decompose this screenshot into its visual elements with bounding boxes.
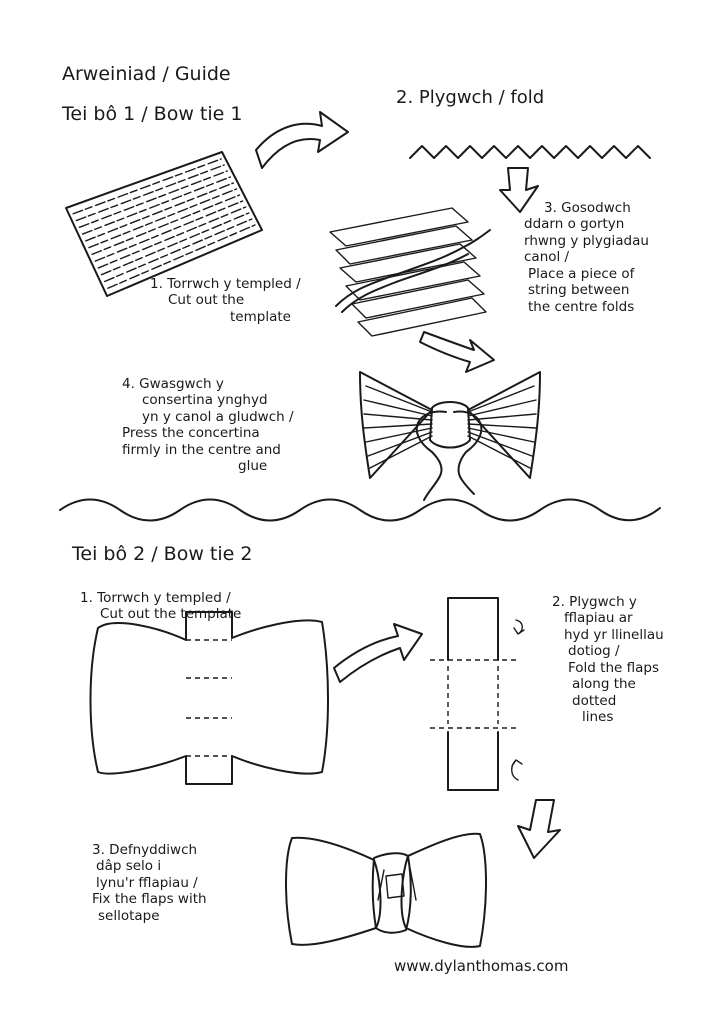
note-line: firmly in the centre and	[122, 441, 281, 458]
template-hatch-line	[83, 177, 231, 234]
note-line: Cut out the	[168, 292, 245, 309]
arrow-step3-to-step4-icon	[420, 332, 494, 372]
note-line: template	[230, 308, 291, 325]
arrow-strip-to-finished-icon	[518, 800, 560, 858]
finished-concertina-bow-tie	[360, 372, 540, 500]
arrow-template-to-strip-icon	[334, 624, 422, 682]
note-line: Cut out the template	[100, 606, 242, 623]
note-line: dotted	[572, 692, 617, 709]
note-line: string between	[528, 282, 630, 299]
guide-title: Arweiniad / Guide	[62, 63, 231, 85]
template-hatch-line	[95, 201, 242, 261]
template-hatch-line	[98, 207, 245, 268]
template-hatch-line	[89, 189, 237, 248]
section2-step1-note	[80, 590, 242, 623]
template-hatch-line	[102, 213, 249, 275]
note-line: 2. Plygwch y	[552, 594, 637, 610]
note-line: glue	[238, 458, 268, 475]
concertina-fold-zigzag	[410, 146, 650, 158]
bow-tie-1-template	[66, 152, 262, 296]
template-hatch-line	[73, 159, 221, 214]
note-line: Press the concertina	[122, 425, 260, 442]
note-line: 4. Gwasgwch y	[122, 376, 224, 392]
note-line: lynu'r fflapiau /	[96, 874, 198, 891]
strip-with-fold-lines	[430, 598, 524, 790]
section1-step4-note	[122, 376, 294, 475]
note-line: canol /	[524, 249, 570, 266]
section1-step2-note: 2. Plygwch / fold	[396, 87, 545, 108]
finished-bow-tie-2	[286, 834, 486, 947]
note-line: sellotape	[98, 907, 160, 924]
note-line: 1. Torrwch y templed /	[80, 590, 231, 606]
note-line: hyd yr llinellau	[564, 626, 664, 643]
section2-title: Tei bô 2 / Bow tie 2	[72, 543, 253, 565]
note-line: lines	[582, 709, 614, 726]
template-hatch-line	[92, 195, 239, 254]
note-line: ddarn o gortyn	[524, 216, 625, 233]
note-line: dotiog /	[568, 643, 620, 660]
arrow-step1-to-step2-icon	[256, 112, 348, 168]
note-line: 1. Torrwch y templed /	[150, 276, 301, 292]
note-line: dâp selo i	[96, 858, 162, 875]
note-line: 3. Defnyddiwch	[92, 842, 198, 858]
section1-step1-note	[150, 276, 301, 325]
section2-step2-note	[552, 594, 664, 726]
note-line: Fix the flaps with	[92, 891, 207, 908]
template-hatch-line	[105, 219, 252, 281]
template-hatch-line	[79, 171, 227, 227]
template-hatch-line	[86, 183, 234, 241]
section-divider-wave	[60, 500, 660, 521]
bow-tie-2-template	[91, 612, 329, 784]
section1-title: Tei bô 1 / Bow tie 1	[62, 103, 243, 125]
note-line: the centre folds	[528, 298, 635, 315]
note-line: along the	[572, 676, 636, 693]
footer-website-url: www.dylanthomas.com	[394, 957, 569, 975]
note-line: rhwng y plygiadau	[524, 232, 649, 249]
note-line: yn y canol a gludwch /	[142, 408, 294, 425]
note-line: 3. Gosodwch	[544, 200, 631, 216]
note-line: fflapiau ar	[564, 610, 633, 627]
note-line: Fold the flaps	[568, 659, 659, 676]
section2-step3-note	[92, 842, 207, 924]
note-line: Place a piece of	[528, 265, 635, 282]
section1-step3-note	[524, 200, 649, 315]
note-line: consertina ynghyd	[142, 392, 268, 409]
template-hatch-line	[76, 165, 224, 221]
